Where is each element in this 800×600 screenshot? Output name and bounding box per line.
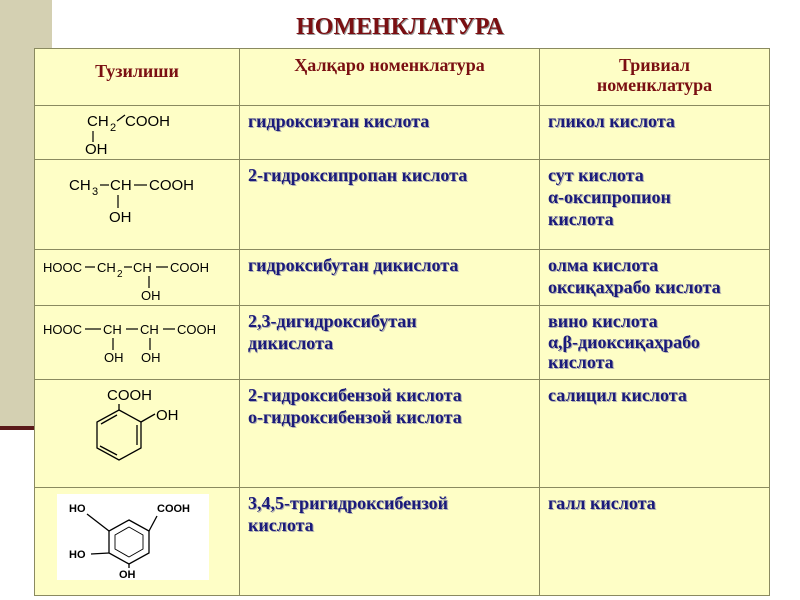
international-name: дикислота (248, 333, 334, 353)
bond-line (87, 514, 109, 531)
trivial-name: гликол кислота (548, 111, 675, 131)
formula-text: HOOC (43, 322, 82, 337)
international-name-cell (239, 106, 539, 159)
trivial-name: кислота (548, 209, 614, 229)
international-name: 2-гидроксипропан кислота (248, 165, 468, 185)
international-name: 2,3-дигидроксибутан (248, 311, 417, 331)
structure-cell (35, 106, 239, 159)
formula-text: COOH (157, 503, 190, 515)
formula-text: OH (109, 209, 132, 226)
formula-text: CH (133, 260, 152, 275)
international-name: гидроксиэтан кислота (248, 111, 430, 131)
glycolic-acid-formula (35, 106, 239, 160)
trivial-name: сут кислота (548, 165, 644, 185)
trivial-name: вино кислота (548, 311, 658, 331)
benzene-ring (97, 410, 141, 460)
formula-text: OH (85, 141, 108, 158)
formula-text: COOH (149, 177, 194, 194)
header-international-cell (239, 49, 539, 105)
header-structure-cell (35, 49, 239, 105)
trivial-name: α-оксипропион (548, 187, 671, 207)
formula-text: COOH (107, 387, 152, 404)
formula-text: HO (69, 503, 86, 515)
formula-text: CH (97, 260, 116, 275)
formula-text: CH (110, 177, 132, 194)
structure-cell (35, 380, 239, 487)
formula-text: OH (156, 407, 179, 424)
bond-line (117, 115, 125, 121)
trivial-name: α,β-диоксиқаҳрабо (548, 332, 700, 352)
international-name-cell (239, 306, 539, 379)
gallic-acid-formula (57, 494, 209, 580)
header-trivial-line2: номенклатура (596, 75, 713, 95)
formula-text: COOH (125, 113, 170, 130)
formula-text: OH (104, 350, 124, 365)
trivial-name-cell (539, 106, 769, 159)
trivial-name: олма кислота (548, 255, 659, 275)
formula-text: COOH (170, 260, 209, 275)
trivial-name-cell (539, 160, 769, 249)
table-row (35, 249, 769, 305)
formula-text: CH (69, 177, 91, 194)
formula-text: HO (69, 549, 86, 561)
international-name: о-гидроксибензой кислота (248, 407, 462, 427)
trivial-name-cell (539, 250, 769, 305)
table-row (35, 379, 769, 487)
bond-line (91, 553, 109, 554)
formula-text: HOOC (43, 260, 82, 275)
international-name: кислота (248, 515, 314, 535)
trivial-name: салицил кислота (548, 385, 687, 405)
malic-acid-formula (35, 250, 239, 306)
bond-line (149, 516, 157, 531)
formula-text: CH (87, 113, 109, 130)
table-row (35, 105, 769, 159)
formula-text: OH (119, 569, 136, 580)
international-name-cell (239, 160, 539, 249)
table-row (35, 159, 769, 249)
double-bond-line (101, 415, 117, 424)
salicylic-acid-formula (35, 380, 239, 488)
international-name: 2-гидроксибензой кислота (248, 385, 462, 405)
header-structure: Тузилиши (95, 61, 179, 81)
trivial-name-cell (539, 488, 769, 595)
formula-subscript: 2 (117, 269, 123, 280)
trivial-name: кислота (548, 352, 614, 372)
trivial-name-cell (539, 306, 769, 379)
international-name: гидроксибутан дикислота (248, 255, 459, 275)
trivial-name: оксиқаҳрабо кислота (548, 277, 721, 297)
international-name-cell (239, 488, 539, 595)
formula-text: CH (103, 322, 122, 337)
formula-text: COOH (177, 322, 216, 337)
structure-cell (35, 488, 239, 595)
header-trivial-cell (539, 49, 769, 105)
formula-text: CH (140, 322, 159, 337)
structure-cell (35, 160, 239, 249)
header-international: Ҳалқаро номенклатура (294, 55, 485, 75)
tartaric-acid-formula (35, 306, 239, 380)
bond-line (141, 414, 155, 422)
lactic-acid-formula (35, 160, 239, 250)
table-row (35, 487, 769, 595)
international-name-cell (239, 250, 539, 305)
trivial-name: галл кислота (548, 493, 656, 513)
international-name-cell (239, 380, 539, 487)
formula-subscript: 2 (110, 122, 117, 134)
aromatic-inner-ring (115, 527, 143, 557)
nomenclature-table (34, 48, 770, 596)
gallic-acid-image (57, 494, 209, 580)
formula-text: OH (141, 288, 161, 303)
international-name: 3,4,5-тригидроксибензой (248, 493, 449, 513)
header-trivial-line1: Тривиал (618, 55, 691, 75)
table-row (35, 305, 769, 379)
table-header-row (35, 49, 769, 105)
page-title: НОМЕНКЛАТУРА (296, 14, 504, 40)
structure-cell (35, 306, 239, 379)
structure-cell (35, 250, 239, 305)
formula-subscript: 3 (92, 186, 99, 198)
formula-text: OH (141, 350, 161, 365)
trivial-name-cell (539, 380, 769, 487)
